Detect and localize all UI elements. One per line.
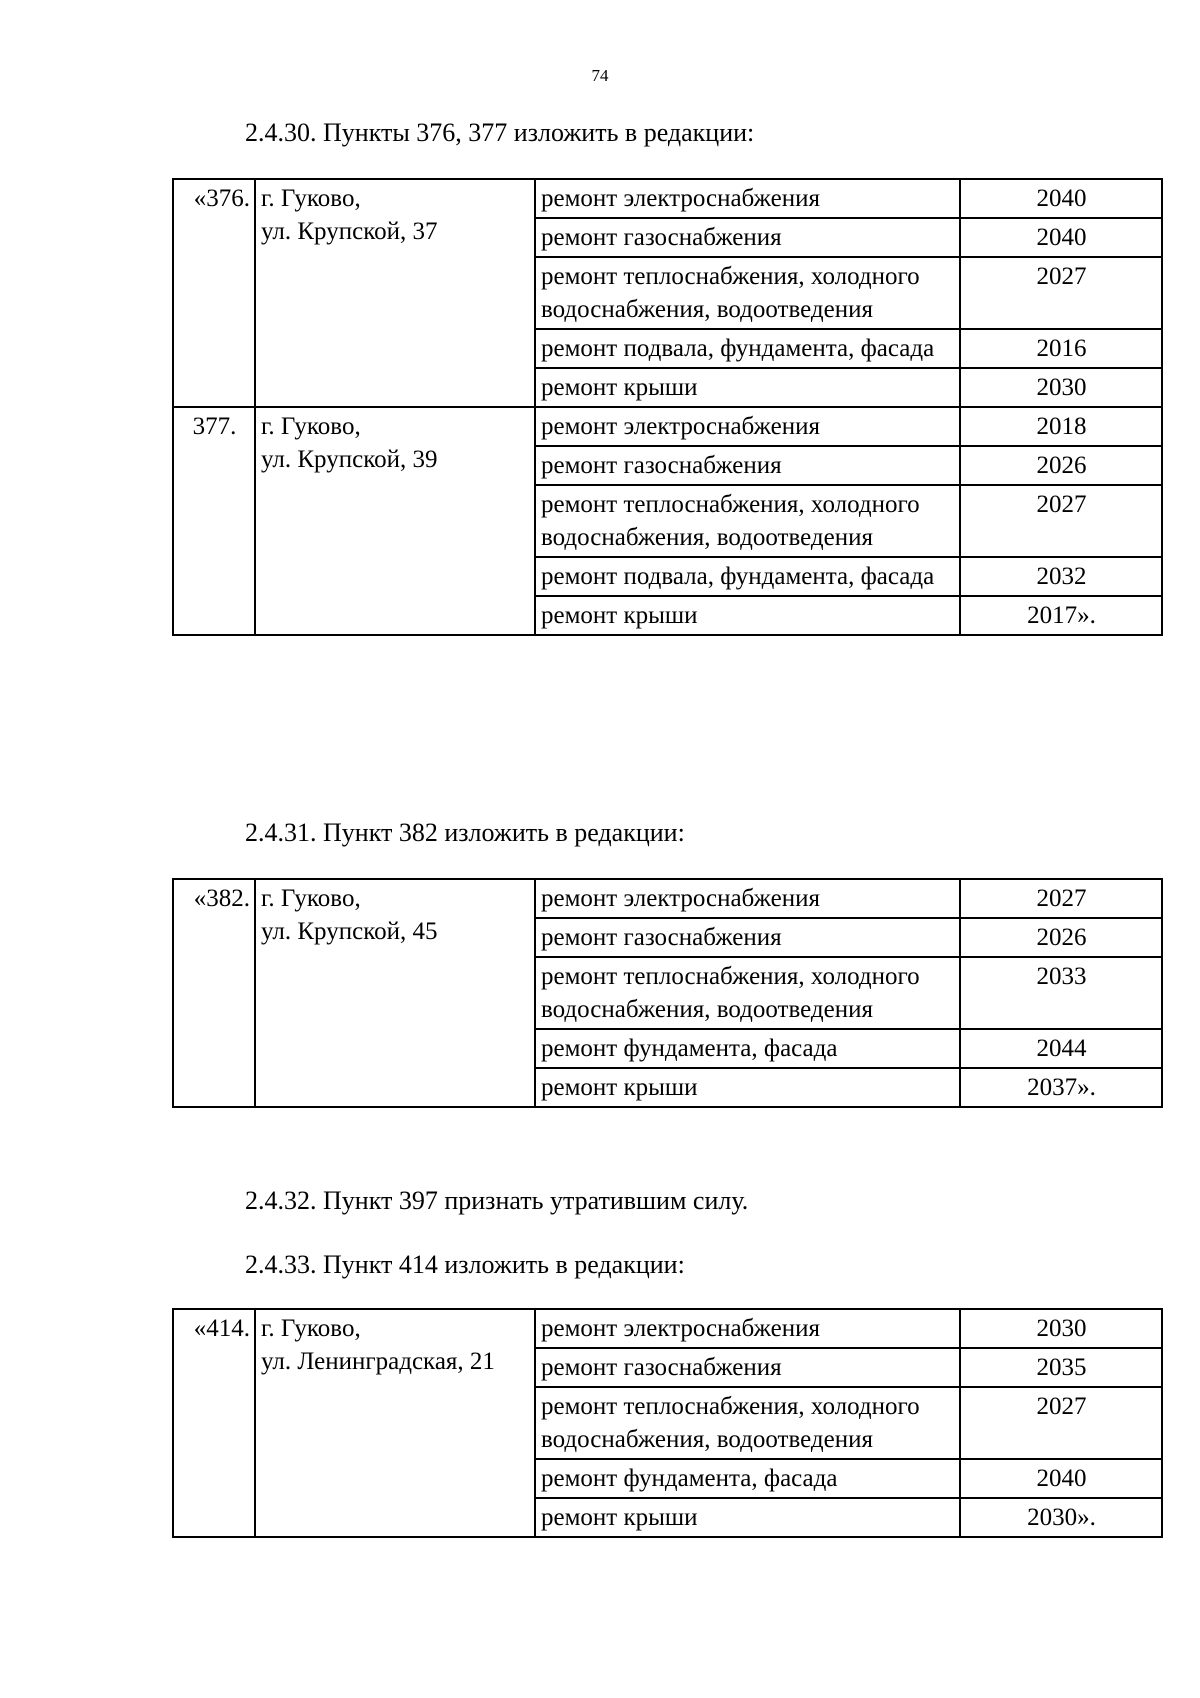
work-cell: ремонт электроснабжения [535, 1309, 960, 1348]
year-cell: 2033 [960, 957, 1162, 1029]
table-row [173, 1309, 1162, 1348]
section-heading-2-4-31: 2.4.31. Пункт 382 изложить в редакции: [245, 818, 685, 847]
work-cell: ремонт фундамента, фасада [535, 1459, 960, 1498]
work-cell: ремонт газоснабжения [535, 918, 960, 957]
year-cell: 2027 [960, 879, 1162, 918]
year-cell: 2027 [960, 1387, 1162, 1459]
year-cell: 2037». [960, 1068, 1162, 1107]
address-cell: г. Гуково, ул. Крупской, 39 [255, 407, 535, 635]
work-cell: ремонт электроснабжения [535, 407, 960, 446]
section-heading-2-4-33: 2.4.33. Пункт 414 изложить в редакции: [245, 1250, 685, 1279]
work-cell: ремонт крыши [535, 1068, 960, 1107]
year-cell: 2030 [960, 368, 1162, 407]
table-points-376-377 [172, 178, 1163, 636]
work-cell: ремонт газоснабжения [535, 446, 960, 485]
point-number: 377. [173, 407, 255, 635]
year-cell: 2026 [960, 446, 1162, 485]
year-cell: 2040 [960, 179, 1162, 218]
work-cell: ремонт газоснабжения [535, 1348, 960, 1387]
year-cell: 2018 [960, 407, 1162, 446]
work-cell: ремонт электроснабжения [535, 179, 960, 218]
year-cell: 2040 [960, 218, 1162, 257]
work-cell: ремонт газоснабжения [535, 218, 960, 257]
work-cell: ремонт фундамента, фасада [535, 1029, 960, 1068]
table-row [173, 179, 1162, 218]
work-cell: ремонт крыши [535, 1498, 960, 1537]
table-point-382 [172, 878, 1163, 1108]
page-number: 74 [591, 66, 609, 85]
point-number: «382. [173, 879, 255, 1107]
work-cell: ремонт крыши [535, 368, 960, 407]
work-cell: ремонт теплоснабжения, холодного водоснабжения, водоотведения [535, 485, 960, 557]
section-heading-2-4-32: 2.4.32. Пункт 397 признать утратившим силу. [245, 1186, 749, 1215]
year-cell: 2030 [960, 1309, 1162, 1348]
work-cell: ремонт теплоснабжения, холодного водоснабжения, водоотведения [535, 257, 960, 329]
work-cell: ремонт теплоснабжения, холодного водоснабжения, водоотведения [535, 1387, 960, 1459]
address-cell: г. Гуково, ул. Крупской, 37 [255, 179, 535, 407]
work-cell: ремонт подвала, фундамента, фасада [535, 557, 960, 596]
year-cell: 2030». [960, 1498, 1162, 1537]
year-cell: 2035 [960, 1348, 1162, 1387]
work-cell: ремонт теплоснабжения, холодного водоснабжения, водоотведения [535, 957, 960, 1029]
year-cell: 2027 [960, 257, 1162, 329]
work-cell: ремонт электроснабжения [535, 879, 960, 918]
table-row [173, 407, 1162, 446]
year-cell: 2040 [960, 1459, 1162, 1498]
address-cell: г. Гуково, ул. Ленинградская, 21 [255, 1309, 535, 1537]
work-cell: ремонт крыши [535, 596, 960, 635]
address-cell: г. Гуково, ул. Крупской, 45 [255, 879, 535, 1107]
year-cell: 2016 [960, 329, 1162, 368]
year-cell: 2027 [960, 485, 1162, 557]
year-cell: 2026 [960, 918, 1162, 957]
work-cell: ремонт подвала, фундамента, фасада [535, 329, 960, 368]
year-cell: 2044 [960, 1029, 1162, 1068]
year-cell: 2017». [960, 596, 1162, 635]
section-heading-2-4-30: 2.4.30. Пункты 376, 377 изложить в редакции: [245, 118, 755, 147]
table-row [173, 879, 1162, 918]
year-cell: 2032 [960, 557, 1162, 596]
table-point-414 [172, 1308, 1163, 1538]
point-number: «414. [173, 1309, 255, 1537]
point-number: «376. [173, 179, 255, 407]
